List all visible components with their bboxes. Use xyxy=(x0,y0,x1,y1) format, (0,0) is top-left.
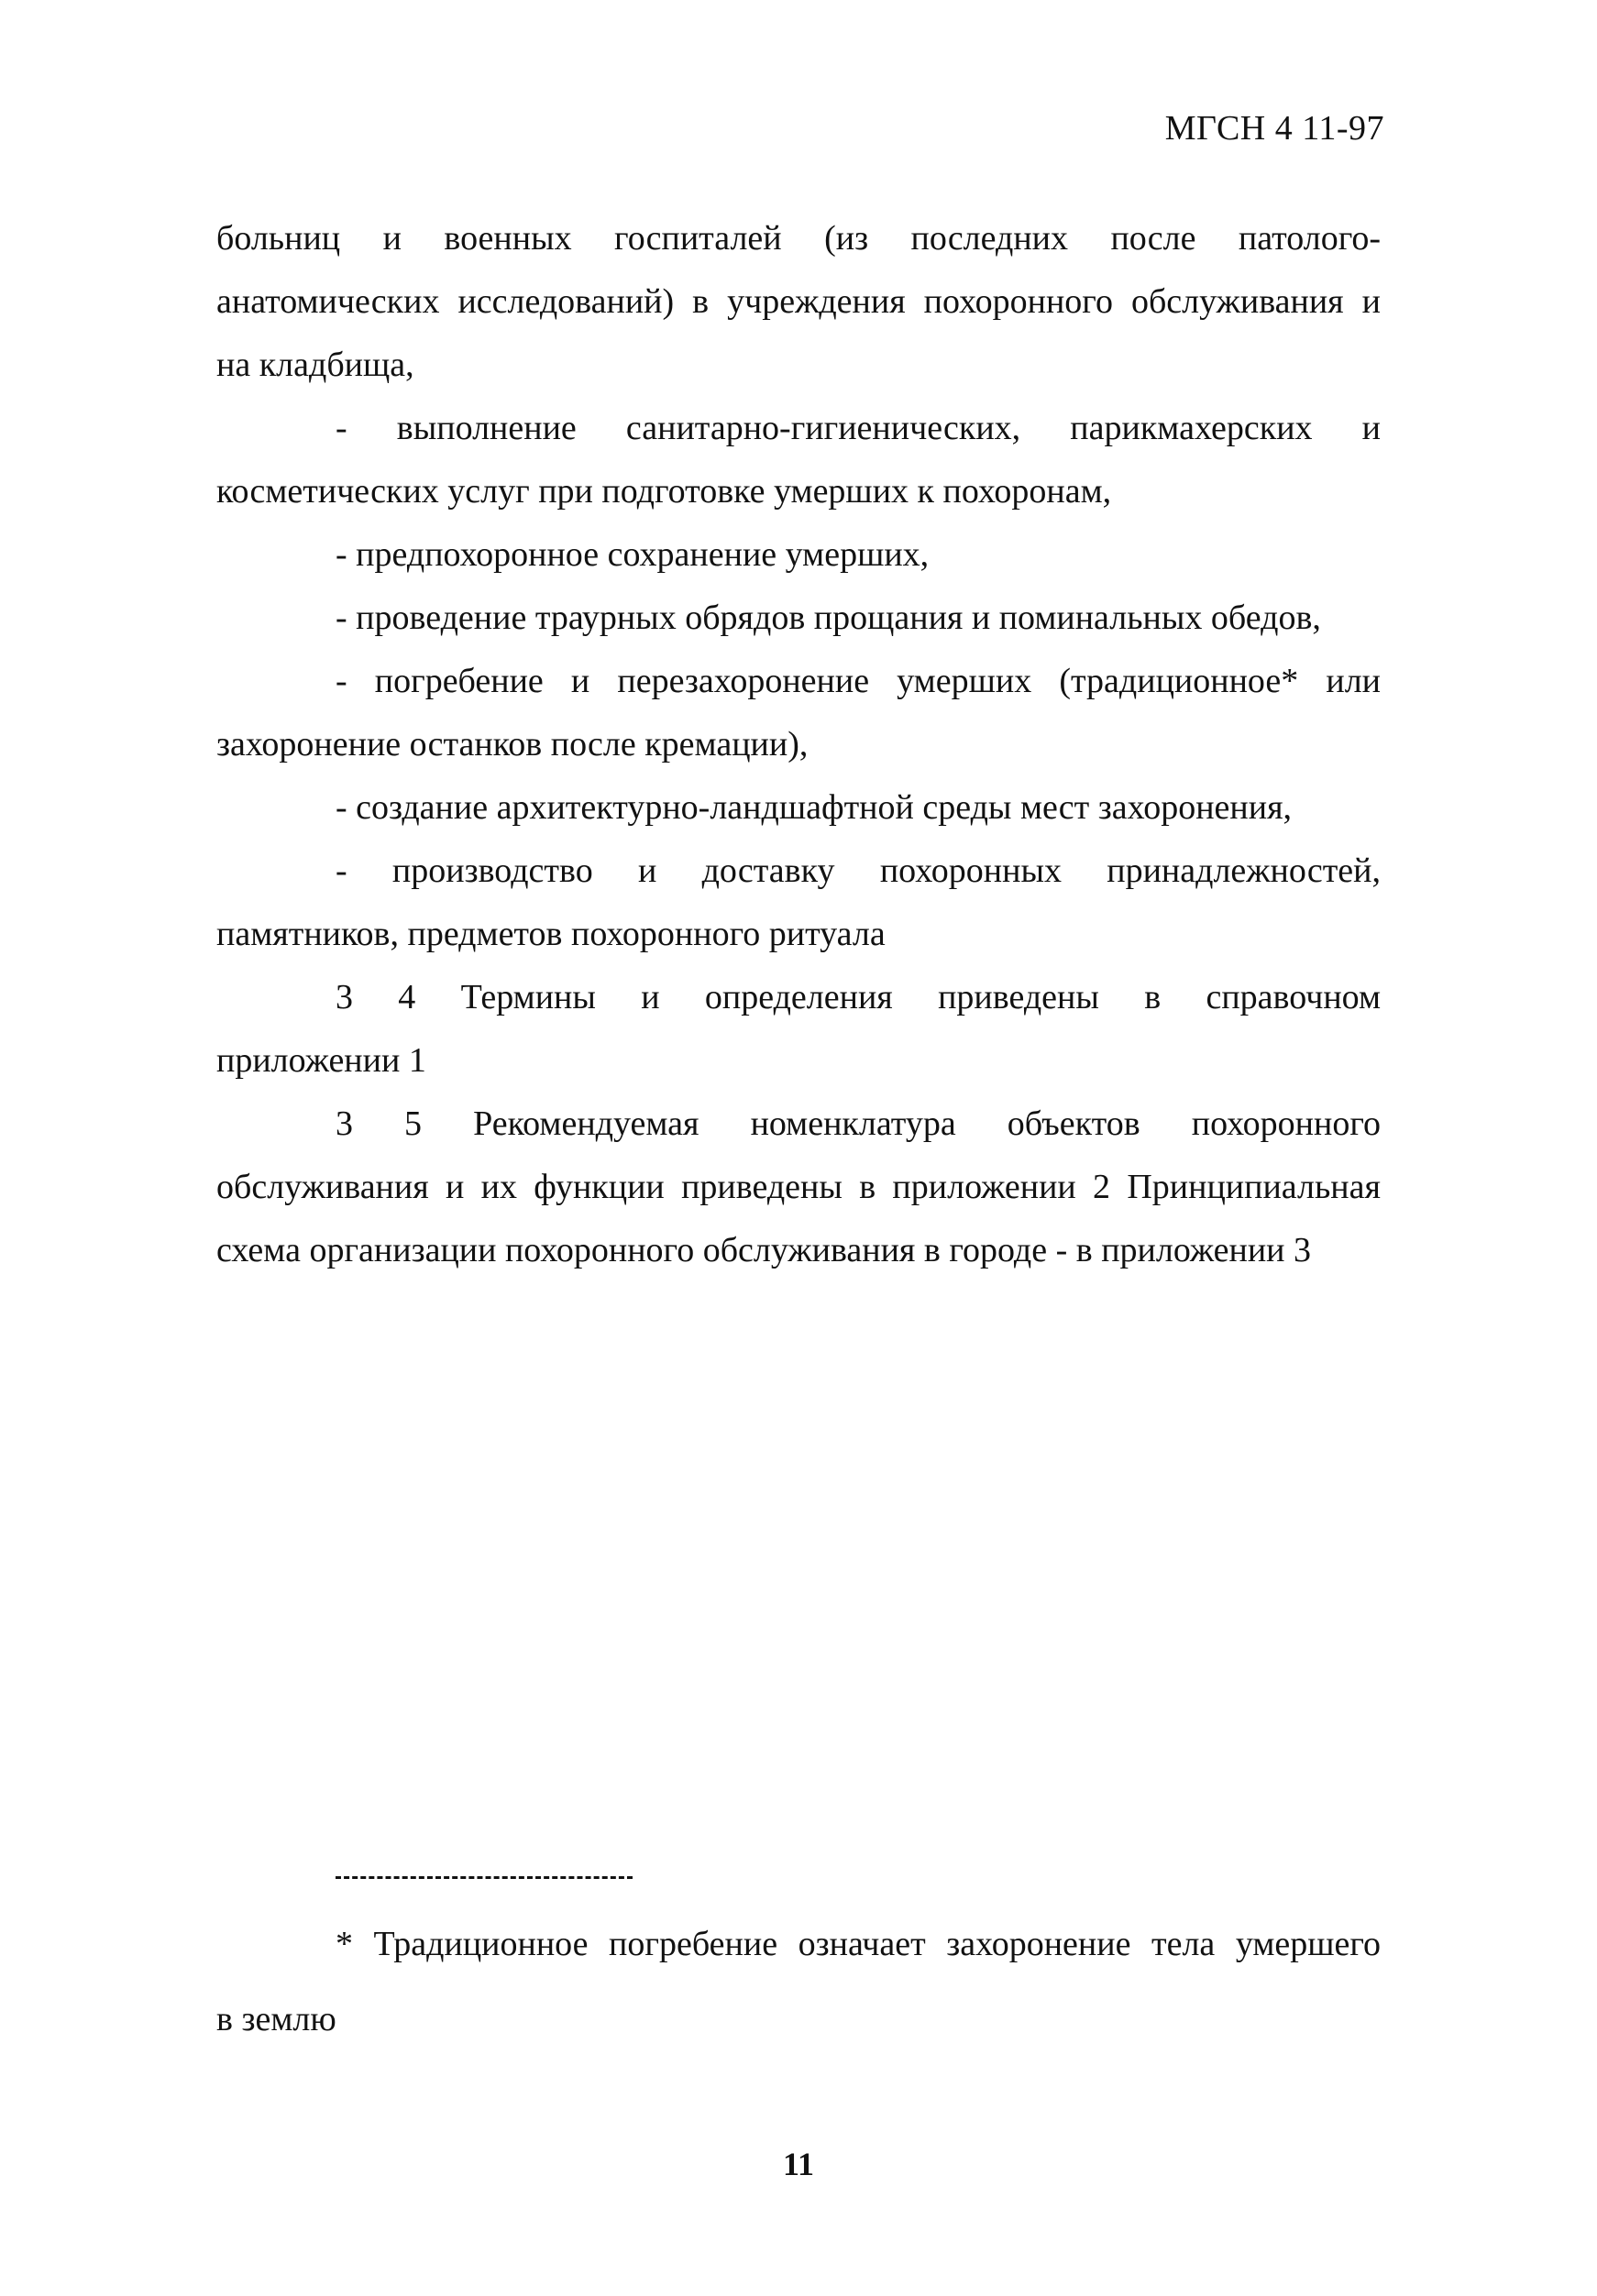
clause-3-5-text: 3 5 Рекомендуемая номенклатура объектов похоронного xyxy=(336,1104,1381,1143)
text-line: захоронение останков после кремации), xyxy=(216,725,809,764)
list-item-text: - производство и доставку похоронных принадлежностей, xyxy=(336,851,1381,890)
text-line: анатомических исследований) в учреждения похоронного обслуживания и xyxy=(216,282,1381,321)
footnote xyxy=(216,1906,1381,2057)
list-item-text: - погребение и перезахоронение умерших (традиционное* или xyxy=(336,662,1381,700)
footnote-text: * Традиционное погребение означает захоронение тела умершего xyxy=(336,1925,1381,1963)
text-line: больниц и военных госпиталей (из последних после патолого- xyxy=(216,219,1381,258)
text-line: памятников, предметов похоронного ритуала xyxy=(216,915,886,953)
clause-3-4-text: 3 4 Термины и определения приведены в справочном xyxy=(336,978,1381,1016)
footnote-text: в землю xyxy=(216,2000,336,2038)
document-code-header: МГСН 4 11-97 xyxy=(1164,109,1384,148)
body-text xyxy=(216,207,1381,1282)
list-item-text: - предпохоронное сохранение умерших, xyxy=(336,535,930,574)
list-item-text: - выполнение санитарно-гигиенических, парикмахерских и xyxy=(336,409,1381,447)
text-line: на кладбища, xyxy=(216,346,414,384)
text-line: схема организации похоронного обслуживания в городе - в приложении 3 xyxy=(216,1231,1312,1269)
text-line: обслуживания и их функции приведены в приложении 2 Принципиальная xyxy=(216,1168,1381,1206)
footnote-separator xyxy=(336,1876,633,1879)
list-item-text: - создание архитектурно-ландшафтной среды мест захоронения, xyxy=(336,788,1293,827)
text-line: косметических услуг при подготовке умерших к похоронам, xyxy=(216,472,1112,511)
page-number: 11 xyxy=(782,2146,814,2182)
text-line: приложении 1 xyxy=(216,1041,426,1080)
list-item-text: - проведение траурных обрядов прощания и поминальных обедов, xyxy=(336,599,1321,637)
